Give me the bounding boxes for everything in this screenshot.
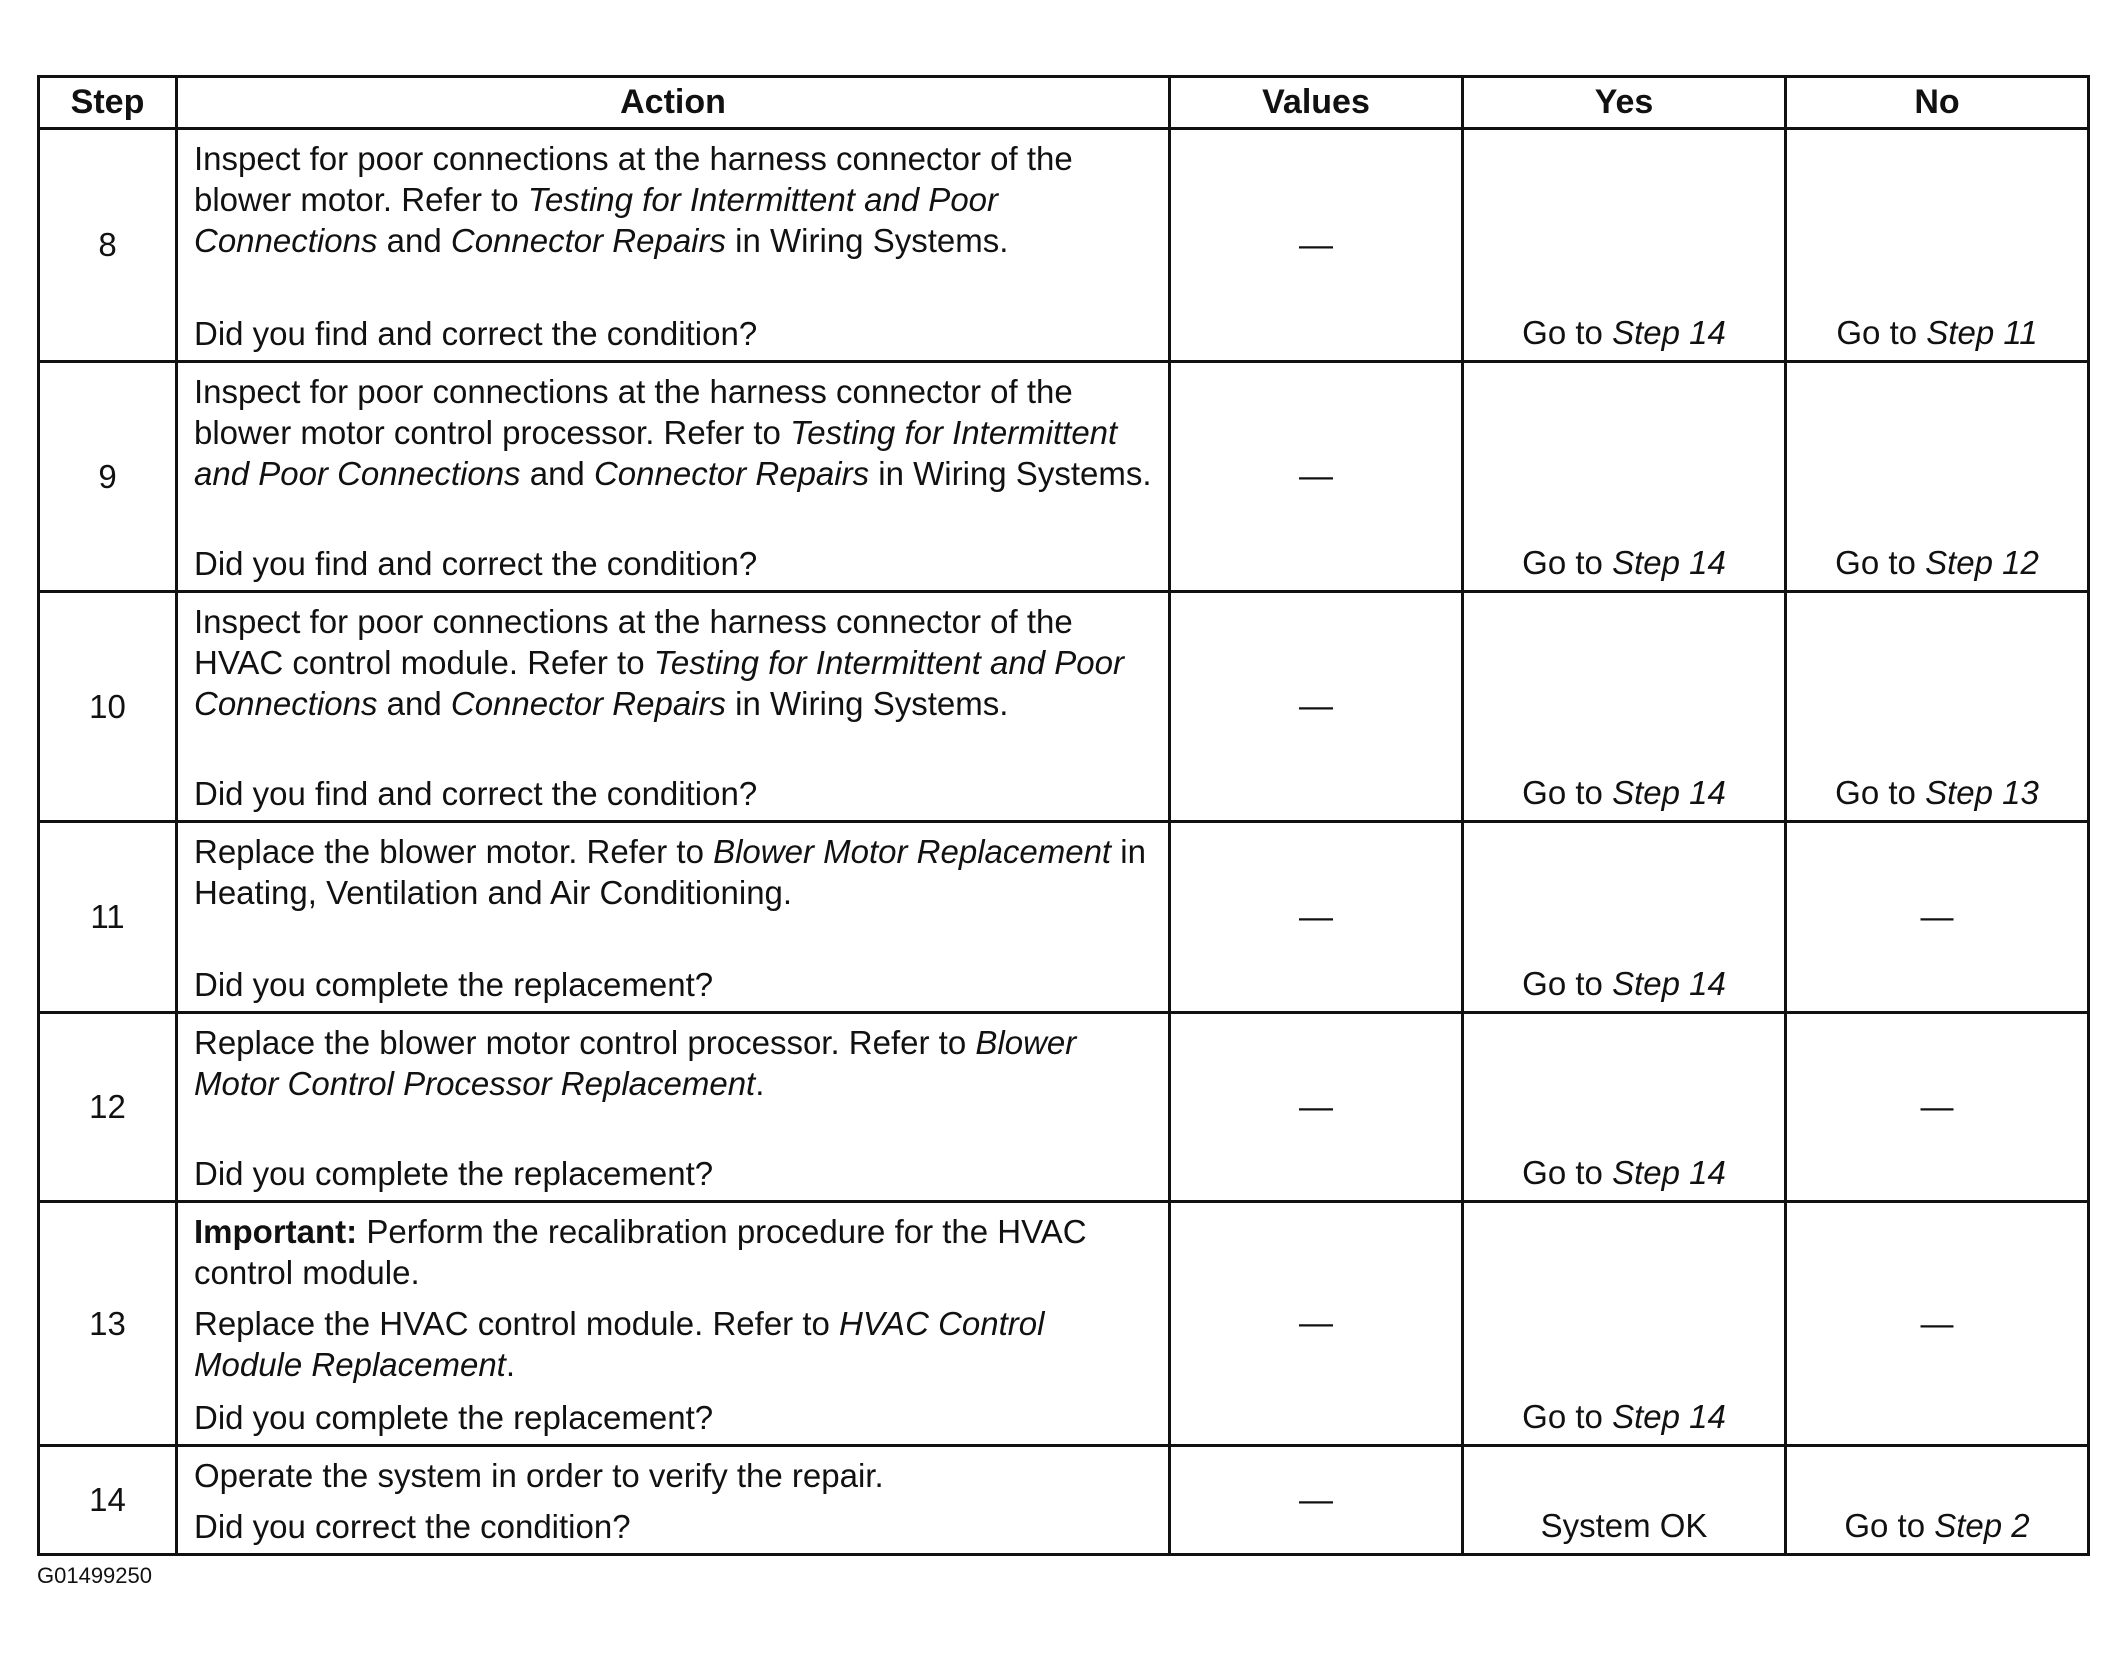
step-link: Step 11 [1926, 314, 2038, 351]
step-link: Step 14 [1612, 774, 1726, 811]
values-cell: — [1170, 592, 1463, 822]
values-cell: — [1170, 362, 1463, 592]
step-number: 14 [39, 1446, 177, 1555]
table-row [39, 362, 2089, 592]
action-instruction: Replace the blower motor control processor. Refer to Blower Motor Control Processor Replacement. [194, 1024, 1077, 1102]
important-label: Important: [194, 1213, 358, 1250]
header-action: Action [177, 77, 1170, 129]
header-row [39, 77, 2089, 129]
doc-reference: Testing for Intermittent and Poor Connections [194, 414, 1118, 492]
step-link: Step 14 [1612, 1398, 1726, 1435]
action-cell [177, 129, 1170, 362]
table-row [39, 592, 2089, 822]
doc-reference: Connector Repairs [450, 222, 726, 259]
yes-cell: Go to Step 14 [1463, 1013, 1786, 1202]
step-number: 11 [39, 822, 177, 1013]
action-question: Did you find and correct the condition? [194, 315, 758, 352]
doc-reference: Testing for Intermittent and Poor Connections [194, 644, 1124, 722]
action-cell [177, 1202, 1170, 1446]
step-number: 10 [39, 592, 177, 822]
step-link: Step 14 [1612, 1154, 1726, 1191]
header-step: Step [39, 77, 177, 129]
action-cell [177, 822, 1170, 1013]
table-row [39, 822, 2089, 1013]
step-number: 13 [39, 1202, 177, 1446]
header-no: No [1786, 77, 2089, 129]
yes-cell: Go to Step 14 [1463, 822, 1786, 1013]
values-cell: — [1170, 822, 1463, 1013]
values-cell: — [1170, 1446, 1463, 1555]
no-cell: — [1786, 1202, 2089, 1446]
no-cell: Go to Step 12 [1786, 362, 2089, 592]
action-instruction: Inspect for poor connections at the harness connector of the HVAC control module. Refer to Testing for Intermittent and Poor Connections and Connector Repairs in Wiring Systems. [194, 603, 1124, 722]
doc-reference: Connector Repairs [593, 455, 870, 492]
step-link: Step 14 [1612, 965, 1726, 1002]
step-number: 9 [39, 362, 177, 592]
action-instruction: Operate the system in order to verify the repair. [194, 1457, 884, 1494]
step-link: Step 13 [1925, 774, 2039, 811]
doc-reference: Blower Motor Replacement [713, 833, 1112, 870]
doc-reference: Blower Motor Control Processor Replacement [194, 1024, 1077, 1102]
step-link: Step 14 [1612, 314, 1726, 351]
action-question: Did you find and correct the condition? [194, 545, 758, 582]
action-cell [177, 1446, 1170, 1555]
figure-code: G01499250 [37, 1563, 152, 1588]
doc-reference: Connector Repairs [450, 685, 726, 722]
header-yes: Yes [1463, 77, 1786, 129]
yes-cell: Go to Step 14 [1463, 1202, 1786, 1446]
action-cell [177, 1013, 1170, 1202]
action-question: Did you complete the replacement? [194, 966, 714, 1003]
diagnostic-table [37, 75, 2090, 1556]
step-link: Step 2 [1934, 1507, 2030, 1544]
table-row [39, 1013, 2089, 1202]
important-note: Important: Perform the recalibration procedure for the HVAC control module. [194, 1213, 1087, 1291]
values-cell: — [1170, 1202, 1463, 1446]
action-question: Did you complete the replacement? [194, 1399, 714, 1436]
no-cell: Go to Step 13 [1786, 592, 2089, 822]
yes-cell: Go to Step 14 [1463, 129, 1786, 362]
action-question: Did you find and correct the condition? [194, 775, 758, 812]
action-instruction: Replace the HVAC control module. Refer to HVAC Control Module Replacement. [194, 1305, 1045, 1383]
yes-cell: Go to Step 14 [1463, 362, 1786, 592]
doc-reference: HVAC Control Module Replacement [194, 1305, 1045, 1383]
values-cell: — [1170, 129, 1463, 362]
step-link: Step 14 [1612, 544, 1726, 581]
header-values: Values [1170, 77, 1463, 129]
no-cell: Go to Step 2 [1786, 1446, 2089, 1555]
no-cell: — [1786, 1013, 2089, 1202]
action-question: Did you complete the replacement? [194, 1155, 714, 1192]
values-cell: — [1170, 1013, 1463, 1202]
yes-cell: System OK [1463, 1446, 1786, 1555]
action-question: Did you correct the condition? [194, 1508, 631, 1545]
step-number: 8 [39, 129, 177, 362]
action-cell [177, 362, 1170, 592]
doc-reference: Testing for Intermittent and Poor Connections [194, 181, 999, 259]
action-instruction: Inspect for poor connections at the harness connector of the blower motor control processor. Refer to Testing for Intermittent and Poor Connections and Connector Repairs in Wiring Systems. [194, 373, 1152, 492]
action-instruction: Inspect for poor connections at the harness connector of the blower motor. Refer to Testing for Intermittent and Poor Connections and Connector Repairs in Wiring Systems. [194, 140, 1073, 259]
table-row [39, 129, 2089, 362]
table-row [39, 1446, 2089, 1555]
no-cell: — [1786, 822, 2089, 1013]
step-link: Step 12 [1925, 544, 2039, 581]
action-cell [177, 592, 1170, 822]
action-instruction: Replace the blower motor. Refer to Blower Motor Replacement in Heating, Ventilation and Air Conditioning. [194, 833, 1146, 911]
table-row [39, 1202, 2089, 1446]
step-number: 12 [39, 1013, 177, 1202]
no-cell: Go to Step 11 [1786, 129, 2089, 362]
yes-cell: Go to Step 14 [1463, 592, 1786, 822]
